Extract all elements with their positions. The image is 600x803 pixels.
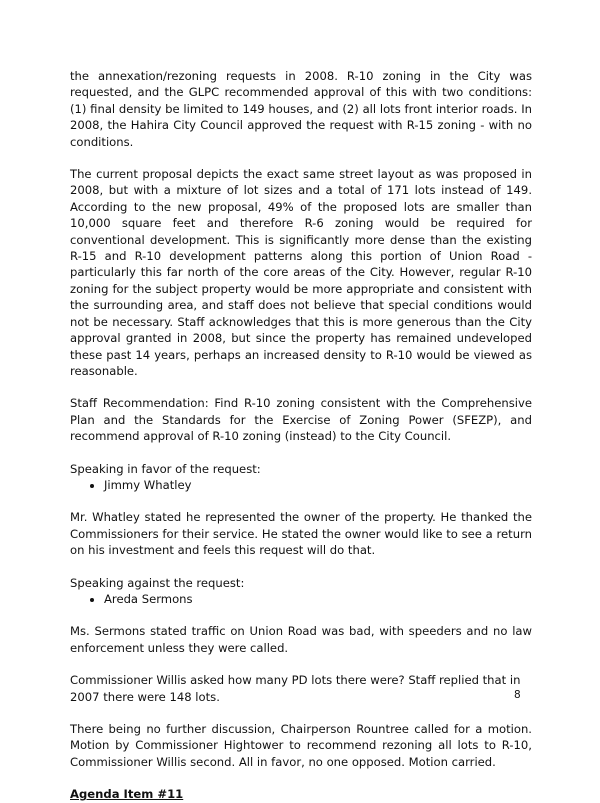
in-favor-label: Speaking in favor of the request: xyxy=(70,461,261,476)
willis-question-paragraph: Commissioner Willis asked how many PD lots there were? Staff replied that in 2007 there were 148 lots. xyxy=(70,673,521,704)
in-favor-speaker: • Jimmy Whatley xyxy=(104,477,532,493)
against-label: Speaking against the request: xyxy=(70,575,245,590)
sermons-statement-paragraph: Ms. Sermons stated traffic on Union Road was bad, with speeders and no law enforcement unless they were called. xyxy=(70,624,532,655)
whatley-statement-paragraph: Mr. Whatley stated he represented the owner of the property. He thanked the Commissioners for their service. He stated the owner would like to see a return on his investment and feels this request will do that. xyxy=(70,510,532,558)
motion-paragraph: There being no further discussion, Chairperson Rountree called for a motion. Motion by Commissioner Hightower to recommend rezoning all lots to R-10, Commissioner Willis second. All in favor, no one opposed. Motion carried. xyxy=(70,722,532,769)
document-body xyxy=(70,68,532,803)
annexation-history-paragraph: the annexation/rezoning requests in 2008. R-10 zoning in the City was requested, and the GLPC recommended approval of this with two conditions: (1) final density be limited to 149 houses, and (2) all lots front interior roads. In 2008, the Hahira City Council approved the request with R-15 zoning - with no conditions. xyxy=(70,69,532,149)
current-proposal-paragraph: The current proposal depicts the exact same street layout as was proposed in 2008, but with a mixture of lot sizes and a total of 171 lots instead of 149. According to the new proposal, 49% of the proposed lots are smaller than 10,000 square feet and therefore R-6 zoning would be required for conventional development. This is significantly more dense than the existing R-15 and R-10 development patterns along this portion of Union Road - particularly this far north of the core areas of the City. However, regular R-10 zoning for the subject property would be more appropriate and consistent with the surrounding area, and staff does not believe that special conditions would not be necessary. Staff acknowledges that this is more generous than the City approval granted in 2008, but since the property has remained undeveloped these past 14 years, perhaps an increased density to R-10 would be viewed as reasonable. xyxy=(70,167,532,378)
agenda-item-heading: Agenda Item #11 xyxy=(70,787,184,802)
staff-recommendation-paragraph: Staff Recommendation: Find R-10 zoning consistent with the Comprehensive Plan and the Standards for the Exercise of Zoning Power (SFEZP), and recommend approval of R-10 zoning (instead) to the City Council. xyxy=(70,396,532,444)
in-favor-speaker-list xyxy=(70,477,532,493)
against-speaker-list xyxy=(70,591,532,607)
against-speaker: • Areda Sermons xyxy=(104,591,532,607)
page-number: 8 xyxy=(514,689,521,701)
